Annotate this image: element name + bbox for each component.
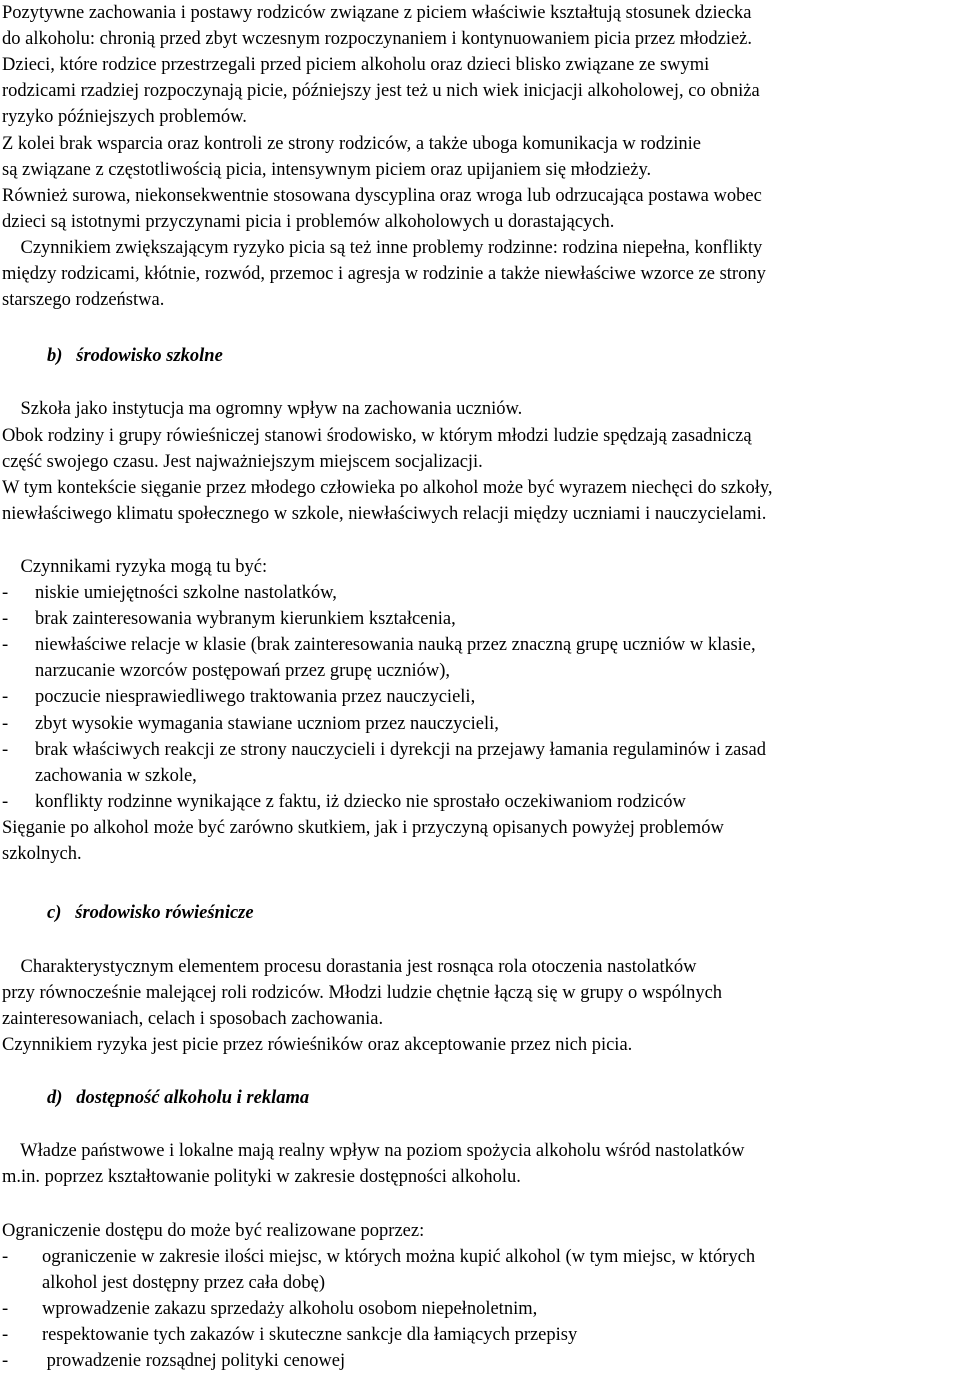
paragraph-line: W tym kontekście sięganie przez młodego człowieka po alkohol może być wyrazem niechęci do szkoły,	[2, 478, 773, 498]
paragraph-line: Obok rodziny i grupy rówieśniczej stanowi środowisko, w którym młodzi ludzie spędzają zasadniczą	[2, 426, 752, 446]
list-bullet: -	[2, 1247, 9, 1267]
list-bullet: -	[2, 1325, 9, 1345]
paragraph-line: m.in. poprzez kształtowanie polityki w zakresie dostępności alkoholu.	[2, 1167, 521, 1187]
paragraph-line: zainteresowaniach, celach i sposobach zachowania.	[2, 1009, 384, 1029]
list-bullet: -	[2, 1299, 9, 1319]
paragraph-line: przy równocześnie malejącej roli rodziców. Młodzi ludzie chętnie łączą się w grupy o wspólnych	[2, 983, 723, 1003]
paragraph-line: niewłaściwego klimatu społecznego w szkole, niewłaściwych relacji między uczniami i nauczycielami.	[2, 504, 767, 524]
list-item: respektowanie tych zakazów i skuteczne sankcje dla łamiących przepisy	[42, 1325, 578, 1345]
paragraph-line: Szkoła jako instytucja ma ogromny wpływ na zachowania uczniów.	[2, 399, 523, 419]
list-item-continuation: zachowania w szkole,	[35, 766, 197, 786]
paragraph-line: Dzieci, które rodzice przestrzegali przed piciem alkoholu oraz dzieci blisko związane ze swymi	[2, 55, 710, 75]
list-bullet: -	[2, 740, 9, 760]
paragraph-line: Sięganie po alkohol może być zarówno skutkiem, jak i przyczyną opisanych powyżej problemów	[2, 818, 724, 838]
paragraph-line: do alkoholu: chronią przed zbyt wczesnym rozpoczynaniem i kontynuowaniem picia przez młodzież.	[2, 29, 753, 49]
paragraph-line: między rodzicami, kłótnie, rozwód, przemoc i agresja w rodzinie a także niewłaściwe wzorce ze strony	[2, 264, 766, 284]
list-item-continuation: alkohol jest dostępny przez cała dobę)	[42, 1273, 326, 1293]
paragraph-line: Charakterystycznym elementem procesu dorastania jest rosnąca rola otoczenia nastolatków	[2, 957, 697, 977]
paragraph-line: starszego rodzeństwa.	[2, 290, 165, 310]
paragraph-line: ryzyko późniejszych problemów.	[2, 107, 247, 127]
list-bullet: -	[2, 687, 9, 707]
list-intro: Ograniczenie dostępu do może być realizowane poprzez:	[2, 1221, 425, 1241]
paragraph-line: Czynnikiem zwiększającym ryzyko picia są też inne problemy rodzinne: rodzina niepełna, konflikty	[2, 238, 763, 258]
list-item: ograniczenie w zakresie ilości miejsc, w których można kupić alkohol (w tym miejsc, w których	[42, 1247, 756, 1267]
paragraph-line: Czynnikiem ryzyka jest picie przez rówieśników oraz akceptowanie przez nich picia.	[2, 1035, 633, 1055]
list-bullet: -	[2, 583, 9, 603]
list-bullet: -	[2, 609, 9, 629]
section-heading-access: d) dostępność alkoholu i reklama	[47, 1088, 310, 1108]
list-item: wprowadzenie zakazu sprzedaży alkoholu osobom niepełnoletnim,	[42, 1299, 538, 1319]
paragraph-line: dzieci są istotnymi przyczynami picia i problemów alkoholowych u dorastających.	[2, 212, 615, 232]
paragraph-line: Władze państwowe i lokalne mają realny wpływ na poziom spożycia alkoholu wśród nastolatków	[2, 1141, 745, 1161]
list-item: konflikty rodzinne wynikające z faktu, iż dziecko nie sprostało oczekiwaniom rodziców	[35, 792, 686, 812]
section-heading-peers: c) środowisko rówieśnicze	[47, 903, 254, 923]
list-item: brak właściwych reakcji ze strony nauczycieli i dyrekcji na przejawy łamania regulaminów i zasad	[35, 740, 766, 760]
list-intro: Czynnikami ryzyka mogą tu być:	[2, 557, 268, 577]
section-heading-school: b) środowisko szkolne	[47, 346, 223, 366]
paragraph-line: Pozytywne zachowania i postawy rodziców związane z piciem właściwie kształtują stosunek dziecka	[2, 3, 752, 23]
list-bullet: -	[2, 635, 9, 655]
list-item: niskie umiejętności szkolne nastolatków,	[35, 583, 337, 603]
list-item: poczucie niesprawiedliwego traktowania przez nauczycieli,	[35, 687, 476, 707]
paragraph-line: są związane z częstotliwością picia, intensywnym piciem oraz upijaniem się młodzieży.	[2, 160, 652, 180]
list-item: brak zainteresowania wybranym kierunkiem kształcenia,	[35, 609, 456, 629]
paragraph-line: szkolnych.	[2, 844, 82, 864]
list-item: prowadzenie rozsądnej polityki cenowej	[42, 1351, 346, 1371]
list-item: zbyt wysokie wymagania stawiane uczniom przez nauczycieli,	[35, 714, 499, 734]
paragraph-line: rodzicami rzadziej rozpoczynają picie, późniejszy jest też u nich wiek inicjacji alkoholowej, co obniża	[2, 81, 760, 101]
list-bullet: -	[2, 1351, 9, 1371]
list-bullet: -	[2, 792, 9, 812]
paragraph-line: Również surowa, niekonsekwentnie stosowana dyscyplina oraz wroga lub odrzucająca postawa wobec	[2, 186, 762, 206]
list-item-continuation: narzucanie wzorców postępowań przez grupę uczniów),	[35, 661, 451, 681]
list-item: niewłaściwe relacje w klasie (brak zainteresowania nauką przez znaczną grupę uczniów w klasie,	[35, 635, 756, 655]
list-bullet: -	[2, 714, 9, 734]
paragraph-line: Z kolei brak wsparcia oraz kontroli ze strony rodziców, a także uboga komunikacja w rodzinie	[2, 134, 701, 154]
paragraph-line: część swojego czasu. Jest najważniejszym miejscem socjalizacji.	[2, 452, 483, 472]
